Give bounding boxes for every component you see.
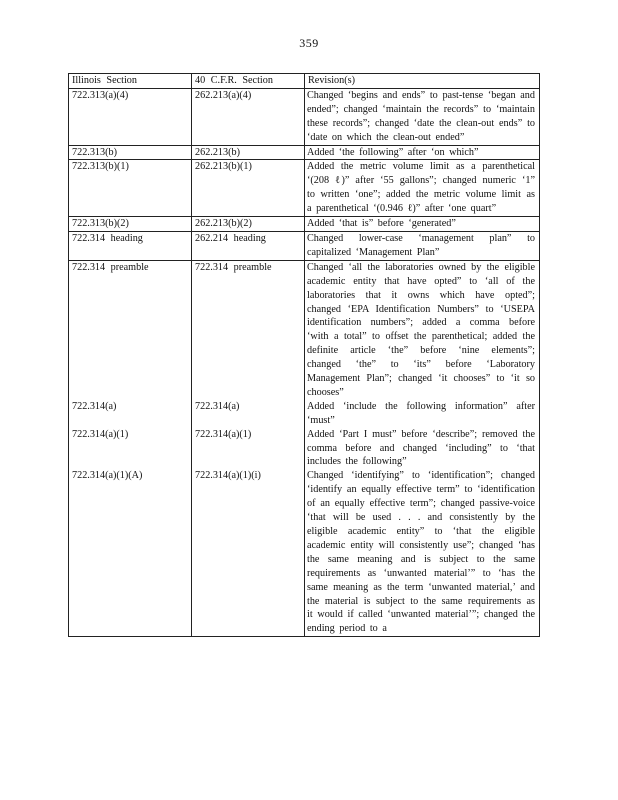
- cfr-section-cell: 722.314 preamble: [192, 260, 305, 400]
- revision-cell: Changed ‘all the laboratories owned by the eligible academic entity that have opted” to ‘all of the laboratories that it owns which have opted”; changed ‘EPA Identification Numbers” to ‘USEPA identification numbers”; added a comma before ‘with a total” to offset the parenthetical; added the definite article ‘the” before ‘nine elements”; changed ‘the” to ‘its” before ‘Laboratory Management Plan”; changed ‘it chooses” to ‘it so chooses”: [305, 260, 540, 400]
- cfr-section-cell: 262.214 heading: [192, 231, 305, 260]
- illinois-section-cell: 722.314 heading: [69, 231, 192, 260]
- illinois-section-cell: 722.313(b)(1): [69, 160, 192, 217]
- table-row: [69, 160, 540, 217]
- cfr-section-cell: 722.314(a): [192, 400, 305, 428]
- cfr-section-cell: 262.213(a)(4): [192, 88, 305, 145]
- table-row: [69, 217, 540, 232]
- illinois-section-cell: 722.313(a)(4): [69, 88, 192, 145]
- table-row: [69, 231, 540, 260]
- cfr-section-cell: 722.314(a)(1): [192, 428, 305, 470]
- illinois-section-cell: 722.313(b): [69, 145, 192, 160]
- page-number: 359: [299, 36, 319, 50]
- revision-cell: Changed ‘begins and ends” to past-tense ‘began and ended”; changed ‘maintain the records” to ‘maintain these records”; changed ‘date the clean-out ends” to ‘date on which the clean-out ended”: [305, 88, 540, 145]
- table-row: [69, 400, 540, 428]
- header-revisions: Revision(s): [305, 74, 540, 89]
- illinois-section-cell: 722.314(a)(1)(A): [69, 469, 192, 636]
- revision-table: [68, 73, 540, 637]
- illinois-section-cell: 722.313(b)(2): [69, 217, 192, 232]
- revision-cell: Added ‘the following” after ‘on which”: [305, 145, 540, 160]
- cfr-section-cell: 722.314(a)(1)(i): [192, 469, 305, 636]
- table-header-row: [69, 74, 540, 89]
- table-row: [69, 145, 540, 160]
- revision-cell: Added ‘include the following information” after ‘must”: [305, 400, 540, 428]
- cfr-section-cell: 262.213(b): [192, 145, 305, 160]
- table-row: [69, 469, 540, 636]
- revision-cell: Added ‘Part I must” before ‘describe”; removed the comma before and changed ‘including” to ‘that includes the following”: [305, 428, 540, 470]
- revision-cell: Changed lower-case ‘management plan” to capitalized ‘Management Plan”: [305, 231, 540, 260]
- table-row: [69, 428, 540, 470]
- illinois-section-cell: 722.314(a)(1): [69, 428, 192, 470]
- revision-cell: Changed ‘identifying” to ‘identification”; changed ‘identify an equally effective term” to ‘identification of an equally effective term”; changed passive-voice ‘that will be used . . . and consistently by the eligible academic entity” to ‘that the eligible academic entity will consistently use”; changed ‘has the same meaning and is subject to the same requirements as ‘unwanted material’” to ‘has the same meaning as the term ‘unwanted material,’ and the material is subject to the same requirements as it would if called ‘unwanted material’”; changed the ending period to a: [305, 469, 540, 636]
- table-row: [69, 88, 540, 145]
- header-cfr-section: 40 C.F.R. Section: [192, 74, 305, 89]
- illinois-section-cell: 722.314 preamble: [69, 260, 192, 400]
- illinois-section-cell: 722.314(a): [69, 400, 192, 428]
- cfr-section-cell: 262.213(b)(2): [192, 217, 305, 232]
- revision-cell: Added ‘that is” before ‘generated”: [305, 217, 540, 232]
- cfr-section-cell: 262.213(b)(1): [192, 160, 305, 217]
- header-illinois-section: Illinois Section: [69, 74, 192, 89]
- table-row: [69, 260, 540, 400]
- revision-cell: Added the metric volume limit as a parenthetical ‘(208 ℓ)” after ‘55 gallons”; changed numeric ‘1” to written ‘one”; added the metric volume limit as a parenthetical ‘(0.946 ℓ)” after ‘one quart”: [305, 160, 540, 217]
